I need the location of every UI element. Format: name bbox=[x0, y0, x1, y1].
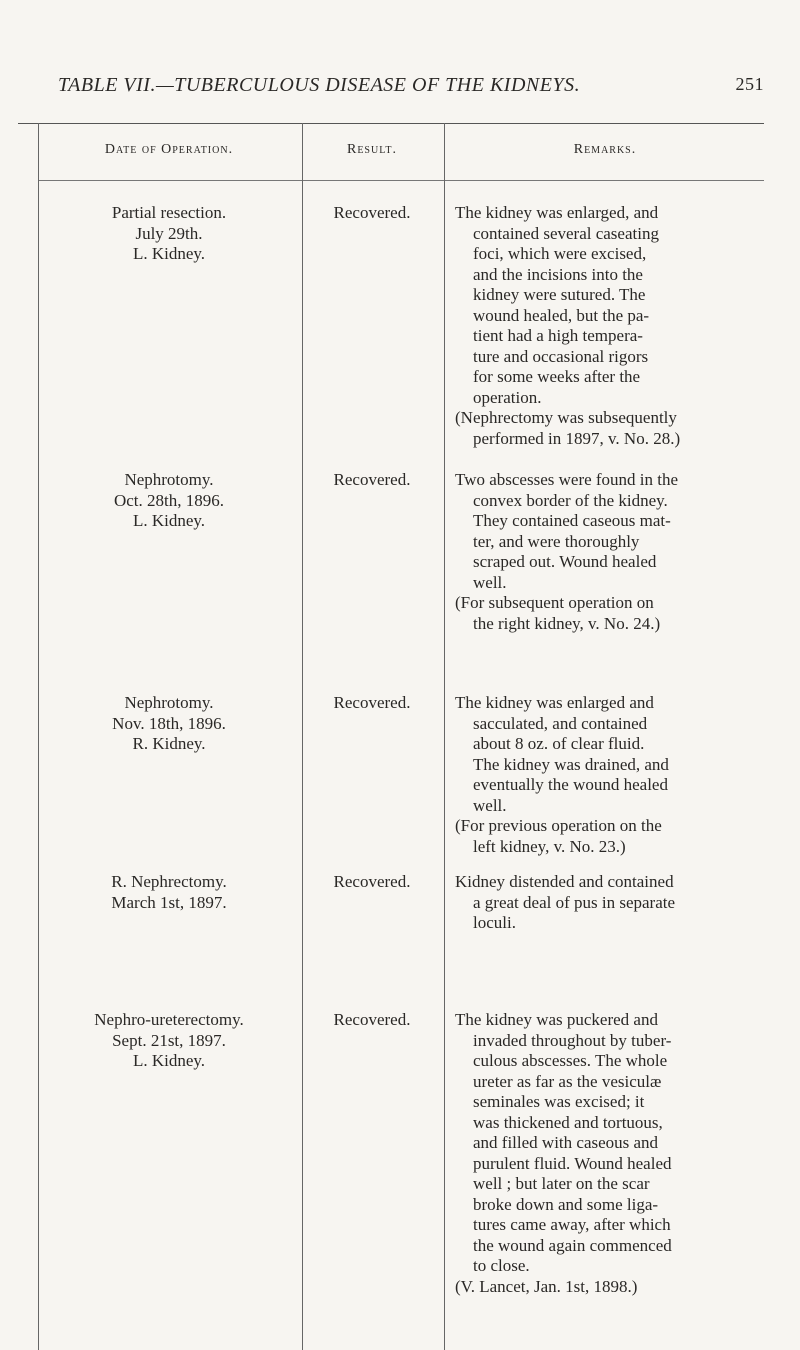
row-4-remarks: Kidney distended and contained a great deal of pus in separate loculi. bbox=[455, 872, 676, 932]
column-header-operation: Date of Operation. bbox=[104, 142, 234, 157]
row-1-result: Recovered. bbox=[333, 203, 411, 222]
header-rule bbox=[38, 180, 764, 181]
column-divider-remarks bbox=[444, 123, 445, 1350]
column-header-result: Result. bbox=[346, 142, 398, 157]
running-header bbox=[58, 64, 764, 100]
column-divider-result bbox=[302, 123, 303, 1350]
row-4-result: Recovered. bbox=[333, 872, 411, 891]
running-title: TABLE VII.—TUBERCULOUS DISEASE OF THE KIDNEYS. bbox=[58, 74, 581, 96]
column-header-remarks: Remarks. bbox=[573, 142, 637, 157]
row-5-result: Recovered. bbox=[333, 1010, 411, 1029]
row-5-operation: Nephro-ureterectomy. Sept. 21st, 1897. L. Kidney. bbox=[94, 1010, 244, 1070]
row-5-remarks: The kidney was puckered and invaded throughout by tuber- culous abscesses. The whole ureter as far as the vesiculæ seminales was excised; it was thickened and tortuous, and filled with caseous and purulent fluid. Wound healed well ; but later on the scar broke down and some liga- tures came away, after which the wound again commenced to close. (V. Lancet, Jan. 1st, 1898.) bbox=[455, 1010, 672, 1296]
table-top-rule bbox=[18, 123, 764, 124]
row-3-remarks: The kidney was enlarged and sacculated, and contained about 8 oz. of clear fluid. The kidney was drained, and eventually the wound healed well. (For previous operation on the left kidney, v. No. 23.) bbox=[455, 693, 669, 856]
row-3-result: Recovered. bbox=[333, 693, 411, 712]
row-3-operation: Nephrotomy. Nov. 18th, 1896. R. Kidney. bbox=[112, 693, 226, 753]
row-1-operation: Partial resection. July 29th. L. Kidney. bbox=[111, 203, 227, 263]
row-2-operation: Nephrotomy. Oct. 28th, 1896. L. Kidney. bbox=[113, 470, 225, 530]
row-1-remarks: The kidney was enlarged, and contained several caseating foci, which were excised, and the incisions into the kidney were sutured. The wound healed, but the pa- tient had a high tempera- ture and occasional rigors for some weeks after the operation. (Nephrectomy was subsequently performed in 1897, v. No. 28.) bbox=[455, 203, 681, 448]
row-2-result: Recovered. bbox=[333, 470, 411, 489]
row-4-operation: R. Nephrectomy. March 1st, 1897. bbox=[111, 872, 227, 912]
page-number: 251 bbox=[735, 74, 764, 94]
row-2-remarks: Two abscesses were found in the convex border of the kidney. They contained caseous mat- ter, and were thoroughly scraped out. Wound healed well. (For subsequent operation on the right kidney, v. No. 24.) bbox=[455, 470, 679, 633]
